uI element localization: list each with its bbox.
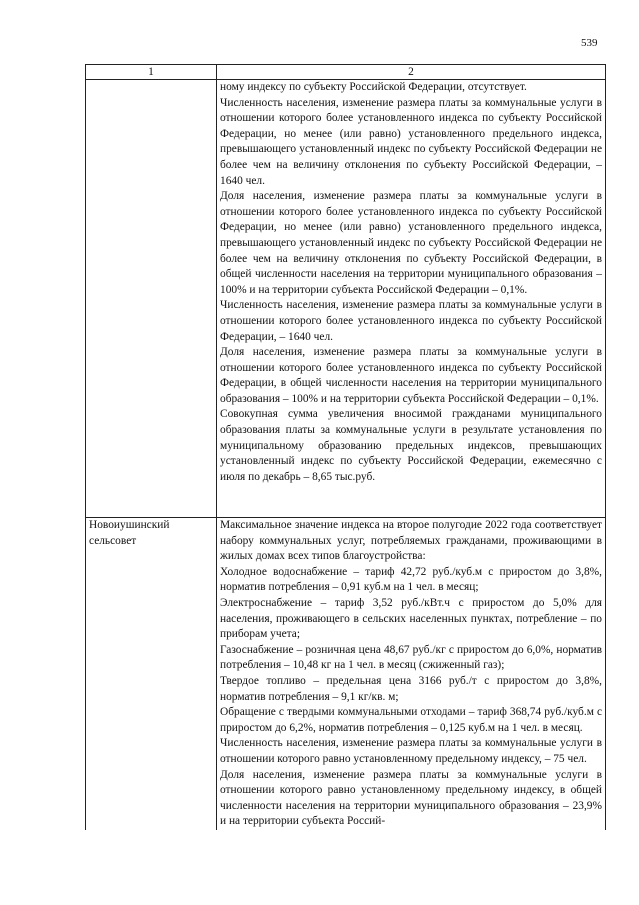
table-row xyxy=(86,518,606,830)
description-cell xyxy=(217,80,606,518)
paragraph: Холодное водоснабжение – тариф 42,72 руб./куб.м с приростом до 3,8%, норматив потребления – 0,91 куб.м на 1 чел. в месяц; xyxy=(220,565,602,594)
paragraph: Численность населения, изменение размера платы за коммунальные услуги в отношении которого более установленного индекса по субъекту Российской Федерации, – 1640 чел. xyxy=(220,299,602,343)
paragraph: Доля населения, изменение размера платы за коммунальные услуги в отношении которого более установленного индекса по субъекту Российской Федерации, в общей численности населения на территории муниципального образования – 100% и на территории субъекта Российской Федерации – 0,1%. xyxy=(220,346,602,405)
paragraph: Обращение с твердыми коммунальными отходами – тариф 368,74 руб./куб.м с приростом до 6,2%, норматив потребления – 0,125 куб.м на 1 чел. в месяц. xyxy=(220,706,602,734)
municipality-cell xyxy=(86,80,217,518)
paragraph: Твердое топливо – предельная цена 3166 руб./т с приростом до 3,8%, норматив потребления – 9,1 кг/кв. м; xyxy=(220,674,602,703)
table-row xyxy=(86,80,606,518)
table-header-row xyxy=(86,65,606,80)
paragraph: Совокупная сумма увеличения вносимой гражданами муниципального образования платы за коммунальные услуги в результате установления по муниципальному образованию предельных индексов, превышающих установленный индекс по субъекту Российской Федерации, ежемесячно с июля по декабрь – 8,65 тыс.руб. xyxy=(220,408,602,483)
municipality-cell: Новоиушинский сельсовет xyxy=(86,518,217,830)
paragraph: Газоснабжение – розничная цена 48,67 руб./кг с приростом до 6,0%, норматив потребления – 10,48 кг на 1 чел. в месяц (сжиженный газ); xyxy=(220,643,602,672)
description-cell xyxy=(217,518,606,830)
paragraph: ному индексу по субъекту Российской Федерации, отсутствует. xyxy=(220,81,527,93)
paragraph: Максимальное значение индекса на второе полугодие 2022 года соответствует набору коммунальных услуг, потребляемых гражданами, проживающими в жилых домах всех типов благоустройства: xyxy=(220,519,602,563)
paragraph: Электроснабжение – тариф 3,52 руб./кВт.ч с приростом до 5,0% для населения, проживающего в сельских населенных пунктах, потребление – по приборам учета; xyxy=(220,596,602,641)
paragraph: Доля населения, изменение размера платы за коммунальные услуги в отношении которого более установленного индекса по субъекту Российской Федерации, но менее (или равно) установленного предельного индекса, превышающего установленный индекс по субъекту Российской Федерации не более чем на величину отклонения по субъекту Российской Федерации, в общей численности населения на территории муниципального образования – 100% и на территории субъекта Российской Федерации – 0,1%. xyxy=(220,190,602,296)
paragraph: Доля населения, изменение размера платы за коммунальные услуги в отношении которого равно установленному предельному индексу, в общей численности населения на территории муниципального образования – 23,9% и на территории субъекта Россий- xyxy=(220,768,602,828)
column-header-2: 2 xyxy=(217,65,606,80)
page-number: 539 xyxy=(581,37,598,49)
paragraph: Численность населения, изменение размера платы за коммунальные услуги в отношении которого более установленного индекса по субъекту Российской Федерации, но менее (или равно) установленного предельного индекса, превышающего установленный индекс по субъекту Российской Федерации не более чем на величину отклонения по субъекту Российской Федерации, – 1640 чел. xyxy=(220,96,602,187)
column-header-1: 1 xyxy=(86,65,217,80)
data-table xyxy=(85,64,606,830)
paragraph: Численность населения, изменение размера платы за коммунальные услуги в отношении которого равно установленному предельному индексу, – 75 чел. xyxy=(220,737,602,765)
